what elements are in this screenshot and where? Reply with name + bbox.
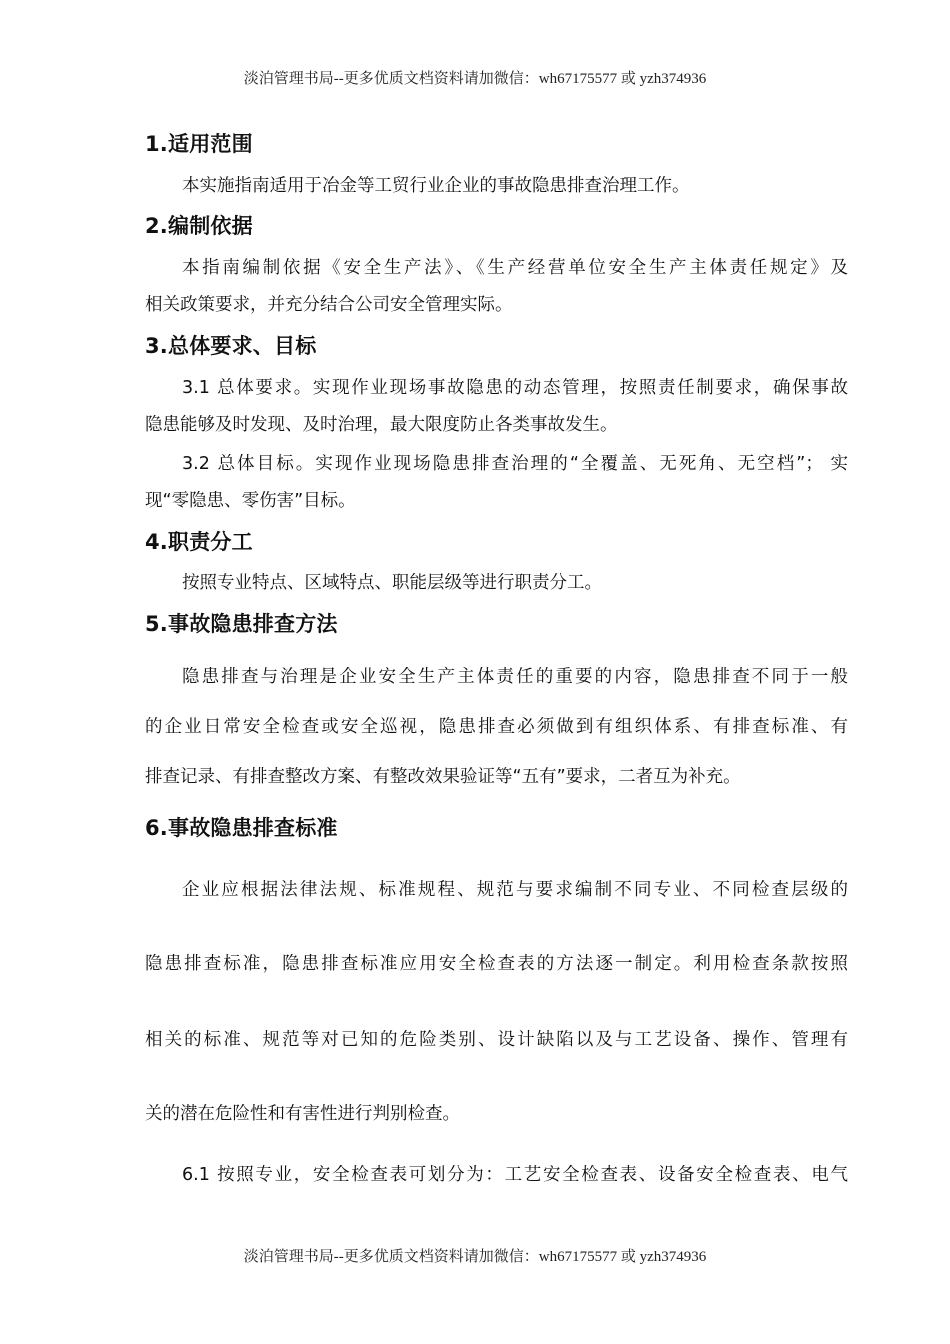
paragraph-line: 排查记录、有排查整改方案、有整改效果验证等“五有”要求，二者互为补充。 <box>145 767 741 787</box>
paragraph-line: 关的潜在危险性和有害性进行判别检查。 <box>145 1104 460 1124</box>
section-heading-1: 1.适用范围 <box>145 132 253 156</box>
paragraph-line: 现“零隐患、零伤害”目标。 <box>145 491 356 511</box>
paragraph-line: 3.1 总体要求。实现作业现场事故隐患的动态管理，按照责任制要求，确保事故 <box>182 378 848 398</box>
section-heading-6: 6.事故隐患排查标准 <box>145 816 338 840</box>
paragraph-line: 本指南编制依据《安全生产法》、《生产经营单位安全生产主体责任规定》及 <box>182 258 848 278</box>
paragraph-line: 相关政策要求，并充分结合公司安全管理实际。 <box>145 295 513 315</box>
page-footer: 淡泊管理书局--更多优质文档资料请加微信：wh67175577 或 yzh374936 <box>243 1249 707 1265</box>
paragraph-line: 本实施指南适用于冶金等工贸行业企业的事故隐患排查治理工作。 <box>182 176 690 196</box>
section-heading-5: 5.事故隐患排查方法 <box>145 612 338 636</box>
paragraph-line: 的企业日常安全检查或安全巡视，隐患排查必须做到有组织体系、有排查标准、有 <box>145 717 848 737</box>
paragraph-line: 相关的标准、规范等对已知的危险类别、设计缺陷以及与工艺设备、操作、管理有 <box>145 1030 848 1050</box>
page-header: 淡泊管理书局--更多优质文档资料请加微信：wh67175577 或 yzh374936 <box>243 71 707 87</box>
paragraph-line: 隐患排查标准，隐患排查标准应用安全检查表的方法逐一制定。利用检查条款按照 <box>145 954 848 974</box>
paragraph-line: 6.1 按照专业，安全检查表可划分为：工艺安全检查表、设备安全检查表、电气 <box>182 1165 848 1185</box>
section-heading-4: 4.职责分工 <box>145 530 253 554</box>
paragraph-line: 按照专业特点、区域特点、职能层级等进行职责分工。 <box>182 573 602 593</box>
paragraph-line: 隐患能够及时发现、及时治理，最大限度防止各类事故发生。 <box>145 415 618 435</box>
section-heading-2: 2.编制依据 <box>145 214 253 238</box>
section-heading-3: 3.总体要求、目标 <box>145 334 317 358</box>
paragraph-line: 隐患排查与治理是企业安全生产主体责任的重要的内容，隐患排查不同于一般 <box>182 667 848 687</box>
paragraph-line: 3.2 总体目标。实现作业现场隐患排查治理的“全覆盖、无死角、无空档”； 实 <box>182 454 848 474</box>
paragraph-line: 企业应根据法律法规、标准规程、规范与要求编制不同专业、不同检查层级的 <box>182 880 848 900</box>
